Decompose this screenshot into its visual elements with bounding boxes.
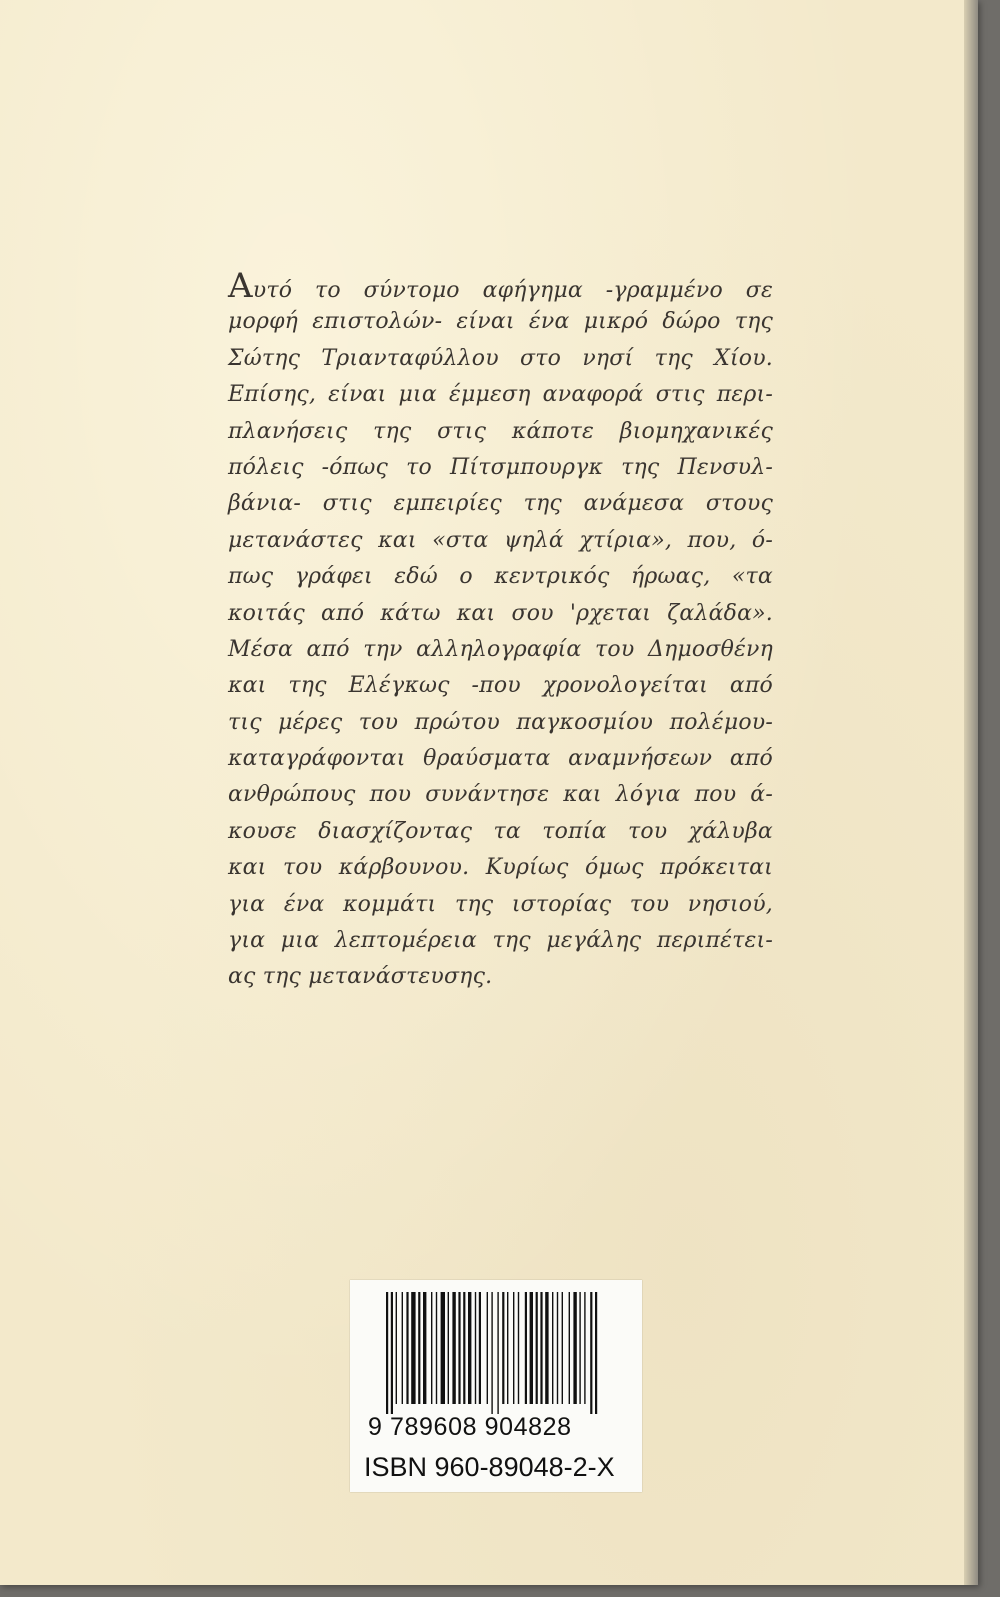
- barcode-icon: [386, 1292, 618, 1414]
- blurb-line: για μια λεπτομέρεια της μεγάλης περιπέτει-: [228, 928, 773, 954]
- blurb-line: και της Ελέγκως -που χρονολογείται από: [228, 673, 773, 699]
- blurb-line: μορφή επιστολών- είναι ένα μικρό δώρο της: [228, 309, 773, 335]
- barcode-bar: [513, 1292, 514, 1404]
- barcode-bar: [497, 1292, 498, 1414]
- barcode-bar: [475, 1292, 476, 1404]
- barcode-bar: [479, 1292, 481, 1404]
- blurb-line: Σώτης Τριανταφύλλου στο νησί της Χίου.: [228, 345, 773, 371]
- barcode-bar: [573, 1292, 576, 1404]
- barcode-bar: [423, 1292, 426, 1404]
- barcode-bar: [386, 1292, 388, 1414]
- barcode-bar: [411, 1292, 415, 1404]
- barcode-bar: [562, 1292, 563, 1404]
- barcode-bar: [584, 1292, 585, 1404]
- barcode-bar: [391, 1292, 393, 1414]
- barcode-bar: [545, 1292, 548, 1404]
- barcode-bar: [436, 1292, 437, 1404]
- blurb-line: βάνια- στις εμπειρίες της ανάμεσα στους: [228, 491, 773, 517]
- blurb-line: για ένα κομμάτι της ιστορίας του νησιού,: [228, 891, 773, 917]
- barcode-bar: [557, 1292, 558, 1404]
- barcode-bar: [540, 1292, 542, 1404]
- barcode-bar: [448, 1292, 449, 1404]
- blurb-text: [228, 268, 773, 996]
- blurb-line: ανθρώπους που συνάντησε και λόγια που ά-: [228, 782, 773, 808]
- barcode-bar: [552, 1292, 553, 1404]
- blurb-line: κοιτάς από κάτω και σου 'ρχεται ζαλάδα».: [228, 600, 773, 626]
- barcode-bar: [491, 1292, 492, 1414]
- barcode-bar: [452, 1292, 455, 1404]
- barcode-bar: [525, 1292, 527, 1404]
- blurb-line-1: [228, 268, 773, 304]
- barcode-bar: [536, 1292, 538, 1404]
- barcode-bar: [418, 1292, 420, 1404]
- barcode-sticker: [350, 1280, 642, 1492]
- barcode-bar: [396, 1292, 397, 1404]
- barcode-bar: [579, 1292, 580, 1404]
- blurb-line: πόλεις -όπως το Πίτσμπουργκ της Πενσυλ-: [228, 454, 773, 480]
- barcode-bar: [402, 1292, 403, 1404]
- blurb-line: μετανάστες και «στα ψηλά χτίρια», που, ό-: [228, 527, 773, 553]
- blurb-line-1-text: υτό το σύντομο αφήγημα -γραμμένο σε: [252, 278, 773, 303]
- barcode-bar: [518, 1292, 519, 1404]
- blurb-line: πως γράφει εδώ ο κεντρικός ήρωας, «τα: [228, 564, 773, 590]
- barcode-bar: [487, 1292, 488, 1404]
- blurb-line: Επίσης, είναι μια έμμεση αναφορά στις περι-: [228, 382, 773, 408]
- barcode-bar: [441, 1292, 445, 1404]
- blurb-line: Μέσα από την αλληλογραφία του Δημοσθένη: [228, 636, 773, 662]
- cover-edge: [964, 0, 978, 1585]
- barcode-bar: [507, 1292, 508, 1404]
- barcode-bar: [468, 1292, 471, 1404]
- barcode-bar: [530, 1292, 533, 1404]
- blurb-line: καταγράφονται θραύσματα αναμνήσεων από: [228, 746, 773, 772]
- barcode-bar: [458, 1292, 460, 1404]
- blurb-line: πλανήσεις της στις κάποτε βιομηχανικές: [228, 418, 773, 444]
- barcode-digits: 9 789608 904828: [368, 1413, 572, 1441]
- barcode-bar: [431, 1292, 432, 1404]
- barcode-bar: [463, 1292, 465, 1404]
- drop-cap: Α: [228, 266, 253, 306]
- barcode-bar: [406, 1292, 408, 1404]
- blurb-line: ας της μετανάστευσης.: [228, 964, 493, 990]
- barcode-bar: [590, 1292, 592, 1414]
- blurb-line: κουσε διασχίζοντας τα τοπία του χάλυβα: [228, 818, 773, 844]
- isbn-number: ISBN 960-89048-2-X: [364, 1452, 615, 1482]
- barcode-bar: [595, 1292, 597, 1414]
- barcode-bar: [502, 1292, 504, 1404]
- blurb-line: και του κάρβουνου. Κυρίως όμως πρόκειται: [228, 855, 773, 881]
- barcode-bar: [569, 1292, 570, 1404]
- blurb-line: τις μέρες του πρώτου παγκοσμίου πολέμου-: [228, 709, 773, 735]
